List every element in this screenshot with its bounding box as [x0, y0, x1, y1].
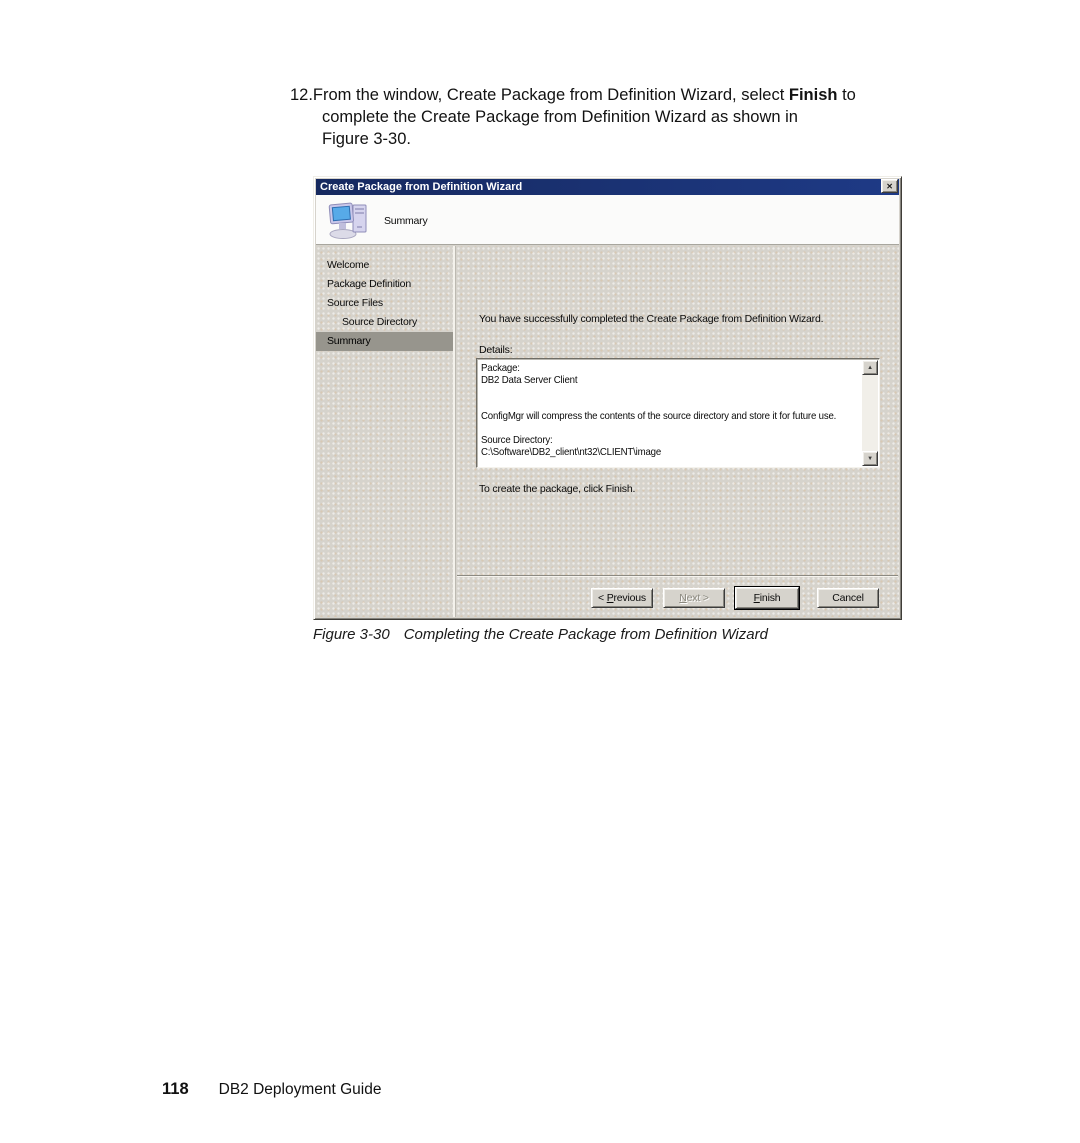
wizard-header	[316, 195, 899, 245]
book-title: DB2 Deployment Guide	[218, 1081, 382, 1098]
scroll-up-icon[interactable]: ▲	[862, 360, 878, 375]
details-line: Source Directory:	[481, 434, 553, 446]
step-item-welcome: Welcome	[327, 259, 370, 271]
button-separator	[457, 575, 898, 577]
details-line: Package:	[481, 362, 520, 374]
step-item-source-directory: Source Directory	[342, 316, 417, 328]
dialog-titlebar	[316, 179, 899, 195]
scroll-down-icon[interactable]: ▼	[862, 451, 878, 466]
details-line	[481, 398, 886, 410]
finish-button[interactable]: Finish	[735, 587, 799, 609]
details-text	[481, 362, 886, 458]
details-line: DB2 Data Server Client	[481, 374, 578, 386]
dialog-body	[316, 246, 899, 617]
step-instruction	[290, 84, 930, 150]
finish-emphasis: Finish	[788, 86, 838, 104]
dialog-title: Create Package from Definition Wizard	[320, 181, 523, 193]
finish-hint: To create the package, click Finish.	[479, 483, 636, 495]
wizard-step-list	[316, 246, 453, 617]
wizard-main-panel	[456, 246, 899, 617]
figure-caption	[313, 626, 768, 643]
instruction-text: to	[837, 86, 856, 104]
computer-icon	[328, 200, 372, 243]
close-icon[interactable]: ✕	[881, 179, 898, 193]
step-item-source-files: Source Files	[327, 297, 383, 309]
instruction-line-1	[290, 84, 930, 106]
details-label: Details:	[479, 344, 513, 356]
figure-number: Figure 3-30	[313, 626, 390, 643]
next-button-disabled: Next >	[663, 588, 725, 608]
instruction-text: 12.From the window, Create Package from Definition Wizard, select	[290, 86, 789, 104]
vertical-scrollbar[interactable]	[862, 360, 878, 466]
previous-button[interactable]: < Previous	[591, 588, 653, 608]
step-item-package-definition: Package Definition	[327, 278, 411, 290]
success-message: You have successfully completed the Create Package from Definition Wizard.	[479, 313, 824, 325]
instruction-line-3: Figure 3-30.	[322, 130, 411, 148]
details-line	[481, 386, 886, 398]
page-footer	[162, 1080, 381, 1099]
details-line	[481, 422, 886, 434]
figure-title: Completing the Create Package from Definition Wizard	[403, 626, 768, 643]
wizard-dialog	[313, 176, 902, 620]
details-textbox[interactable]	[476, 358, 880, 468]
wizard-step-title: Summary	[384, 215, 428, 227]
cancel-button[interactable]: Cancel	[817, 588, 879, 608]
instruction-line-2: complete the Create Package from Definition Wizard as shown in	[322, 108, 798, 126]
page-number: 118	[162, 1080, 189, 1098]
details-line: C:\Software\DB2_client\nt32\CLIENT\image	[481, 446, 662, 458]
step-item-summary-current: Summary	[316, 332, 453, 351]
details-line: ConfigMgr will compress the contents of the source directory and store it for future use.	[481, 410, 837, 422]
